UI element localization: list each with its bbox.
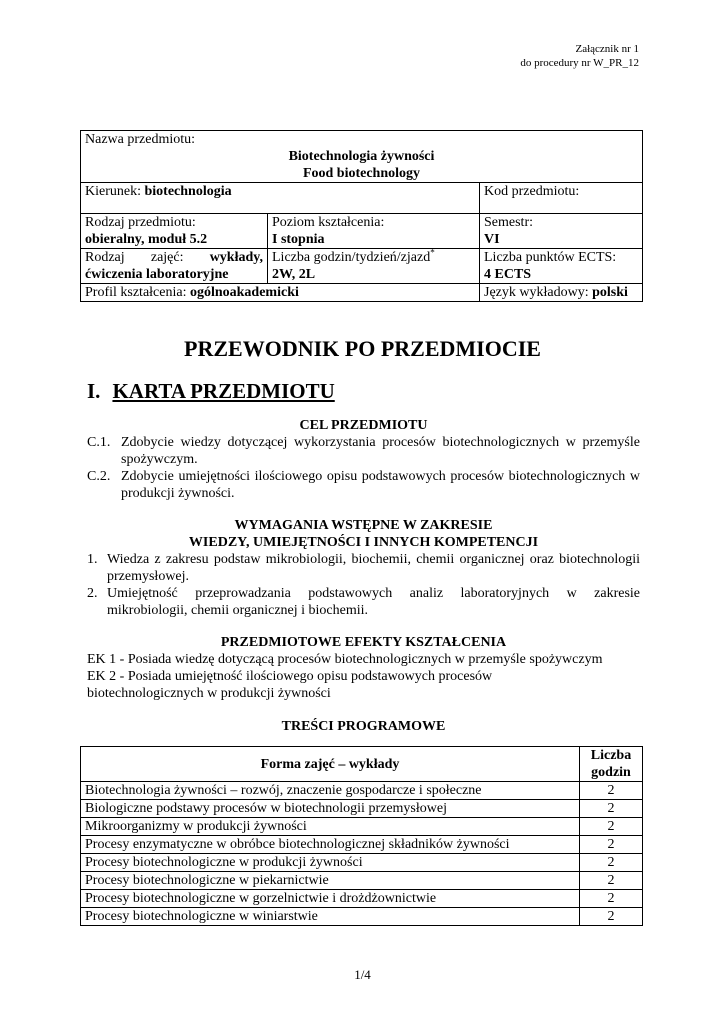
program-heading: TREŚCI PROGRAMOWE — [281, 719, 446, 734]
goal-item — [87, 468, 640, 502]
outcome-ek1: EK 1 - Posiada wiedzę dotyczącą procesów biotechnologicznych w przemyśle spożywczym — [87, 652, 603, 667]
ects-value: 4 ECTS — [484, 267, 532, 282]
table-row — [81, 890, 643, 908]
requirement-item-number: 1. — [87, 552, 98, 567]
row-topic: Procesy biotechnologiczne w piekarnictwie — [81, 872, 580, 890]
section-number: I. — [87, 379, 101, 403]
goal-heading: CEL PRZEDMIOTU — [299, 418, 428, 433]
goal-item-text: Zdobycie umiejętności ilościowego opisu podstawowych procesów biotechnologicznych w produkcji żywności. — [121, 469, 640, 501]
class-type-label: Rodzaj zajęć: — [85, 250, 210, 265]
row-topic: Procesy biotechnologiczne w winiarstwie — [81, 908, 580, 926]
table-row — [81, 818, 643, 836]
ects-label: Liczba punktów ECTS: — [484, 250, 617, 265]
table-row — [81, 800, 643, 818]
requirement-item-number: 2. — [87, 586, 98, 601]
education-level-value: I stopnia — [272, 232, 325, 247]
field-of-study-value: biotechnologia — [144, 184, 232, 199]
language-cell — [480, 284, 643, 302]
attachment-line-1: Załącznik nr 1 — [575, 43, 639, 55]
course-code-cell — [480, 183, 643, 214]
hours-label-line — [272, 249, 475, 266]
course-info-table — [80, 130, 643, 302]
course-type-label: Rodzaj przedmiotu: — [85, 215, 196, 230]
row-topic: Procesy biotechnologiczne w gorzelnictwie i drożdżownictwie — [81, 890, 580, 908]
requirement-item — [87, 585, 640, 619]
program-table-header — [81, 747, 643, 782]
course-name-label: Nazwa przedmiotu: — [85, 132, 196, 147]
table-row — [81, 854, 643, 872]
requirement-item-text: Wiedza z zakresu podstaw mikrobiologii, biochemii, chemii organicznej oraz biotechnologii przemysłowej. — [107, 552, 640, 584]
field-of-study-cell — [81, 183, 480, 214]
profile-cell — [81, 284, 480, 302]
goal-list — [87, 434, 640, 502]
requirements-heading-line-1: WYMAGANIA WSTĘPNE W ZAKRESIE — [234, 518, 493, 533]
outcome-ek2-line-1: EK 2 - Posiada umiejętność ilościowego opisu podstawowych procesów — [87, 669, 493, 684]
table-row — [81, 836, 643, 854]
requirements-list — [87, 551, 640, 619]
section-title: KARTA PRZEDMIOTU — [112, 379, 335, 403]
semester-value: VI — [484, 232, 500, 247]
course-type-value: obieralny, moduł 5.2 — [85, 232, 208, 247]
row-topic: Procesy enzymatyczne w obróbce biotechnologicznej składników żywności — [81, 836, 580, 854]
row-hours: 2 — [580, 908, 643, 926]
course-code-label: Kod przedmiotu: — [484, 184, 580, 199]
column-header-hours-line-1: Liczba — [590, 748, 632, 763]
requirements-heading — [87, 517, 640, 551]
profile-value: ogólnoakademicki — [189, 285, 299, 300]
goal-item-number: C.2. — [87, 469, 111, 484]
semester-cell — [480, 214, 643, 249]
language-value: polski — [592, 285, 628, 300]
table-row — [81, 872, 643, 890]
outcomes-heading: PRZEDMIOTOWE EFEKTY KSZTAŁCENIA — [220, 635, 507, 650]
education-level-label: Poziom kształcenia: — [272, 215, 385, 230]
hours-value: 2W, 2L — [272, 267, 316, 282]
class-type-line-1 — [85, 249, 263, 266]
class-type-value-1: wykłady, — [209, 250, 263, 265]
row-hours: 2 — [580, 854, 643, 872]
goal-item — [87, 434, 640, 468]
requirement-item — [87, 551, 640, 585]
requirement-item-text: Umiejętność przeprowadzania podstawowych analiz laboratoryjnych w zakresie mikrobiologii, chemii organicznej i biochemii. — [107, 586, 640, 618]
goal-item-number: C.1. — [87, 435, 111, 450]
row-hours: 2 — [580, 818, 643, 836]
hours-footnote-mark: * — [430, 247, 435, 258]
language-label: Język wykładowy: — [484, 285, 593, 300]
ects-cell — [480, 249, 643, 284]
semester-label: Semestr: — [484, 215, 533, 230]
row-topic: Biotechnologia żywności – rozwój, znaczenie gospodarcze i społeczne — [81, 782, 580, 800]
row-hours: 2 — [580, 872, 643, 890]
row-hours: 2 — [580, 836, 643, 854]
row-topic: Biologiczne podstawy procesów w biotechnologii przemysłowej — [81, 800, 580, 818]
row-topic: Mikroorganizmy w produkcji żywności — [81, 818, 580, 836]
field-of-study-label: Kierunek: — [85, 184, 145, 199]
row-hours: 2 — [580, 890, 643, 908]
course-name-cell — [81, 131, 643, 183]
row-hours: 2 — [580, 782, 643, 800]
table-row — [81, 782, 643, 800]
class-type-cell — [81, 249, 268, 284]
hours-label: Liczba godzin/tydzień/zjazd — [272, 250, 431, 265]
course-type-cell — [81, 214, 268, 249]
program-table — [80, 746, 643, 926]
course-name-en: Food biotechnology — [302, 166, 421, 181]
column-header-hours-line-2: godzin — [591, 765, 631, 780]
attachment-line-2: do procedury nr W_PR_12 — [520, 57, 639, 69]
outcome-ek2-line-2: biotechnologicznych w produkcji żywności — [87, 686, 331, 701]
profile-label: Profil kształcenia: — [85, 285, 190, 300]
hours-cell — [268, 249, 480, 284]
attachment-note — [520, 42, 639, 70]
class-type-value-2: ćwiczenia laboratoryjne — [85, 267, 229, 282]
goal-item-text: Zdobycie wiedzy dotyczącej wykorzystania procesów biotechnologicznych w przemyśle spożywczym. — [121, 435, 640, 467]
column-header-form: Forma zajęć – wykłady — [81, 747, 580, 782]
row-topic: Procesy biotechnologiczne w produkcji żywności — [81, 854, 580, 872]
page-title: PRZEWODNIK PO PRZEDMIOCIE — [184, 336, 541, 361]
outcomes-list — [87, 651, 640, 702]
course-name-pl: Biotechnologia żywności — [288, 149, 435, 164]
row-hours: 2 — [580, 800, 643, 818]
table-row — [81, 908, 643, 926]
column-header-hours — [580, 747, 643, 782]
requirements-heading-line-2: WIEDZY, UMIEJĘTNOŚCI I INNYCH KOMPETENCJI — [188, 535, 539, 550]
page-number: 1/4 — [354, 967, 371, 982]
education-level-cell — [268, 214, 480, 249]
section-heading — [87, 378, 335, 404]
